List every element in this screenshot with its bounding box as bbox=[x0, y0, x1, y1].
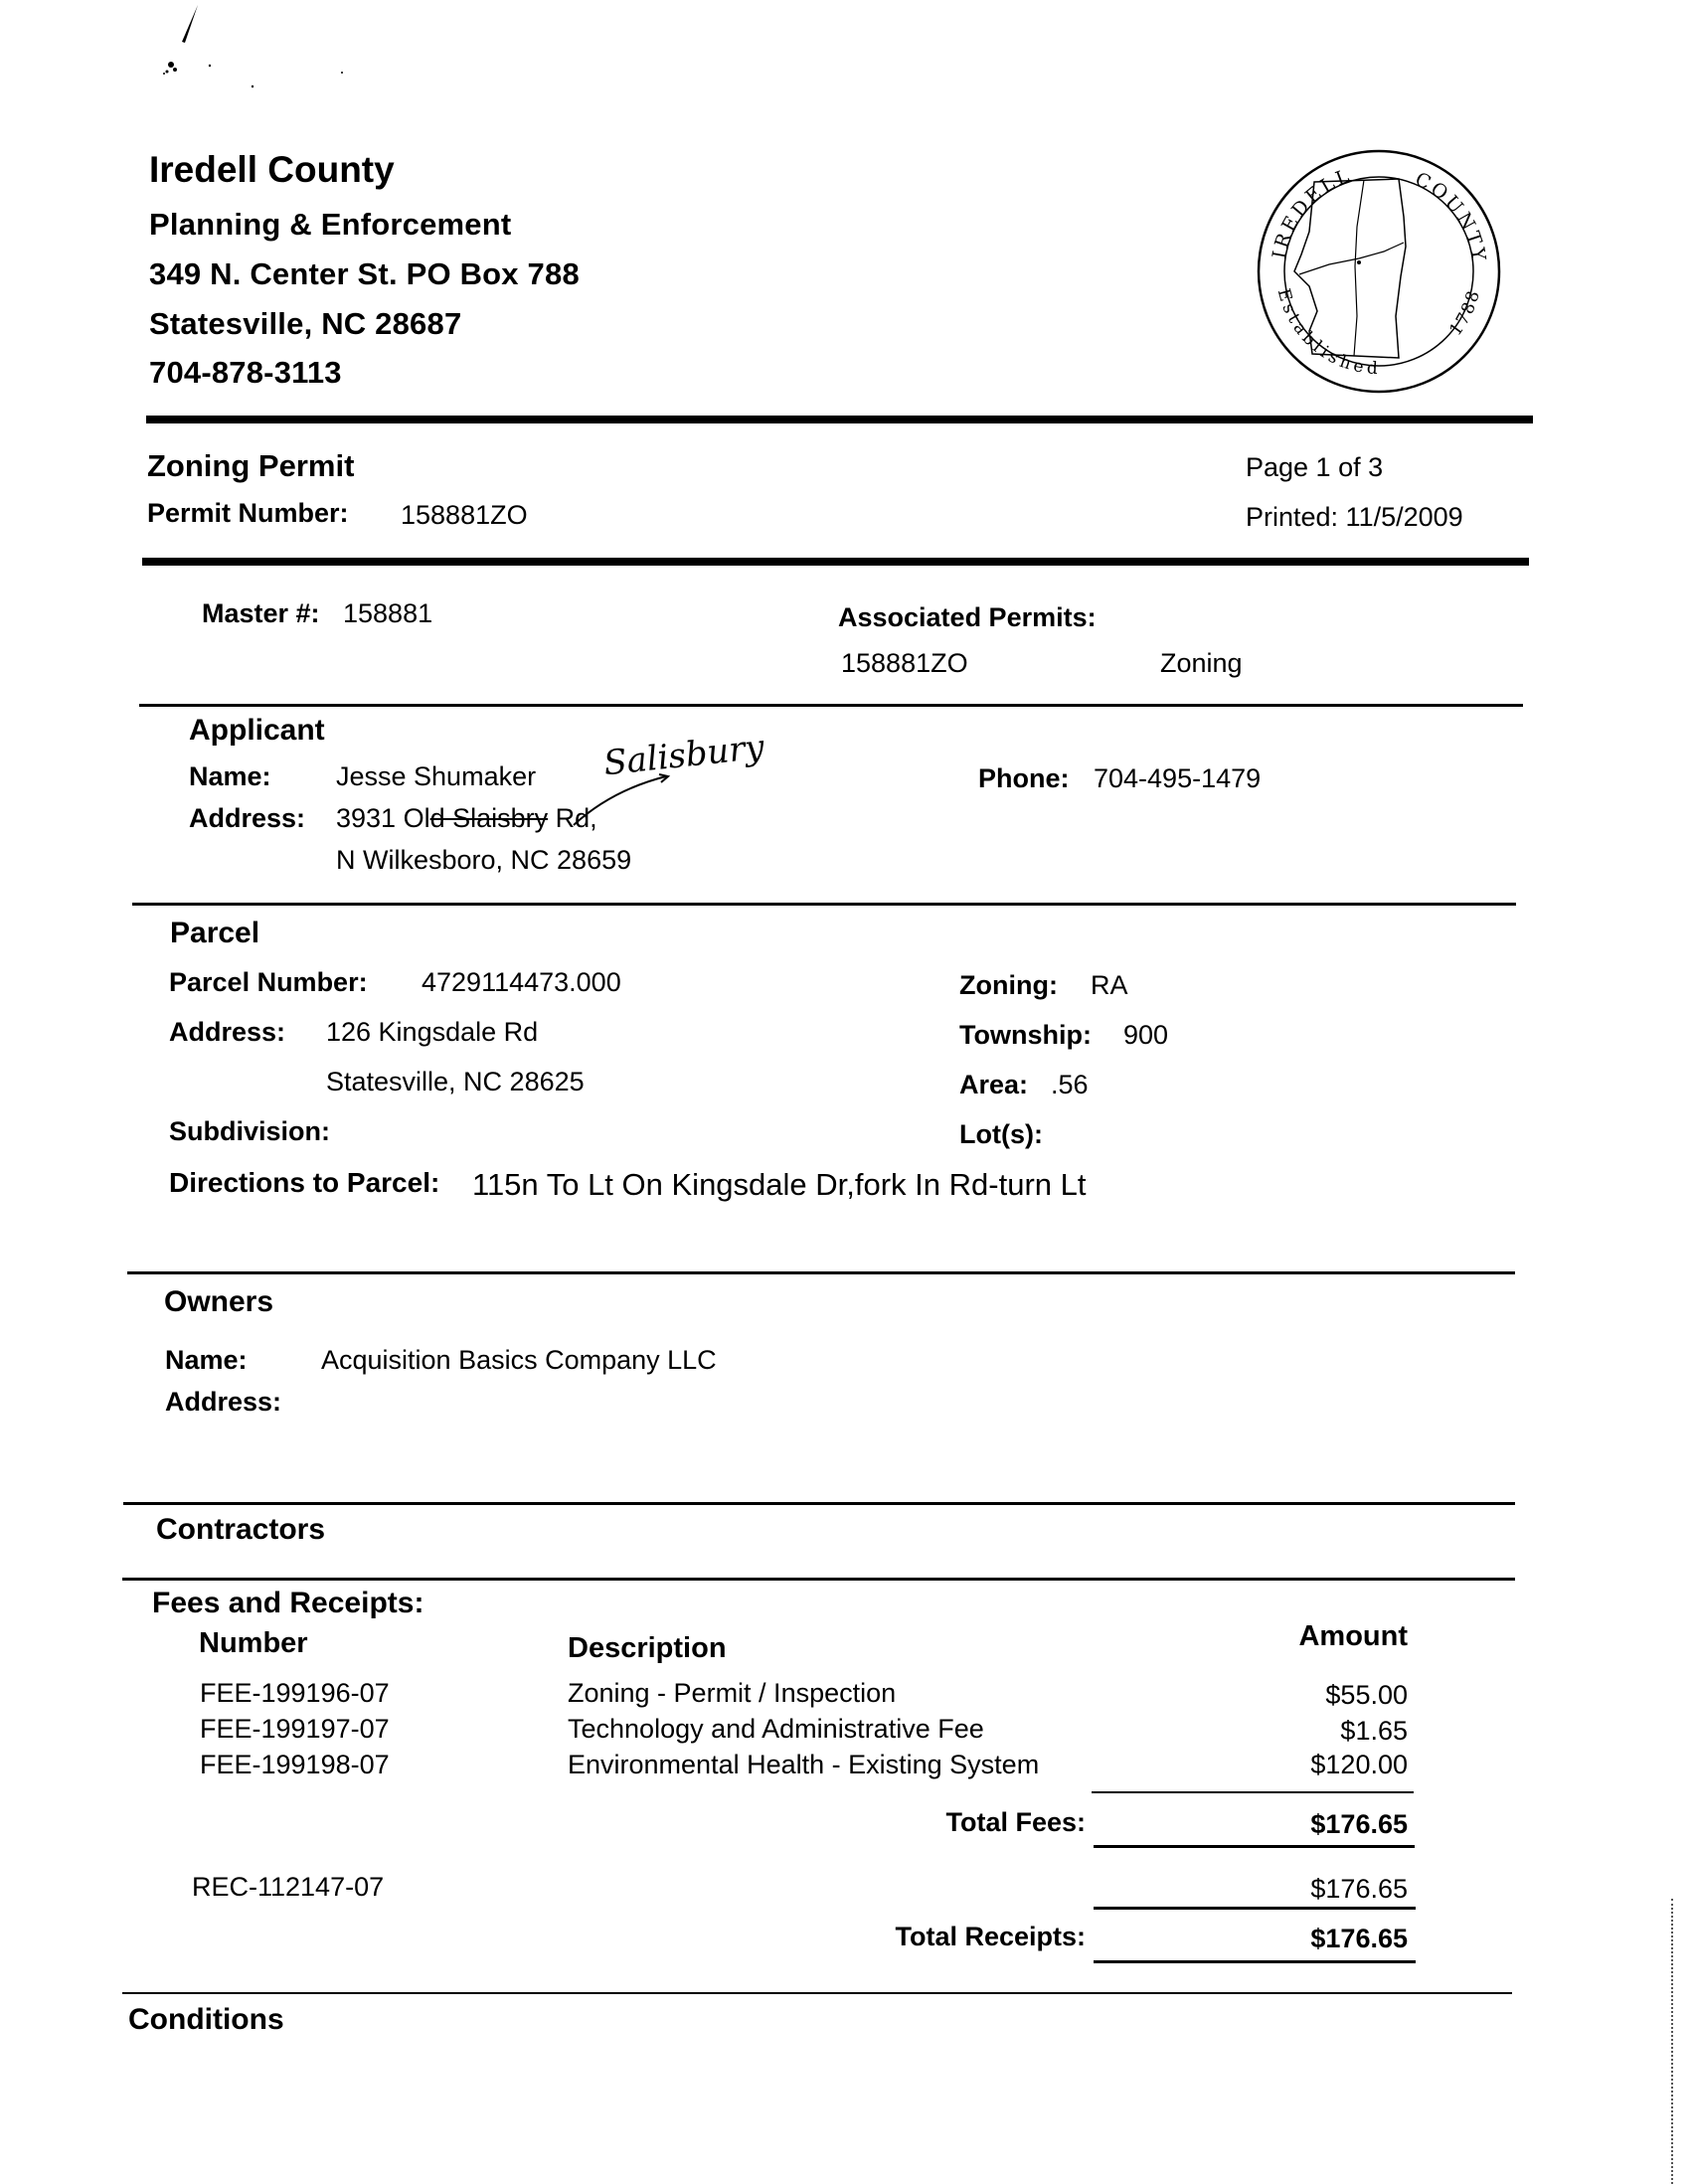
applicant-address-line1: 3931 Old Slaisbry Rd, bbox=[336, 803, 597, 833]
total-rule bbox=[1094, 1907, 1416, 1910]
parcel-address-line2: Statesville, NC 28625 bbox=[326, 1067, 585, 1096]
master-label: Master #: bbox=[202, 598, 320, 628]
owners-section-title: Owners bbox=[164, 1285, 274, 1318]
total-receipts-label: Total Receipts: bbox=[895, 1922, 1086, 1951]
fees-column-number: Number bbox=[199, 1627, 308, 1659]
permit-number: 158881ZO bbox=[401, 500, 528, 530]
total-fees-amount: $176.65 bbox=[1310, 1809, 1408, 1839]
section-divider bbox=[127, 1271, 1515, 1274]
section-divider bbox=[122, 1992, 1512, 1994]
associated-permit-number: 158881ZO bbox=[841, 648, 968, 678]
svg-text:Established: Established bbox=[1272, 286, 1383, 380]
township-value: 900 bbox=[1123, 1020, 1169, 1050]
permit-number-label: Permit Number: bbox=[147, 498, 349, 528]
fees-section-title: Fees and Receipts: bbox=[152, 1587, 424, 1619]
svg-text:COUNTY: COUNTY bbox=[1411, 168, 1490, 265]
owner-name-label: Name: bbox=[165, 1345, 248, 1375]
owner-name: Acquisition Basics Company LLC bbox=[321, 1345, 717, 1375]
county-name: Iredell County bbox=[149, 149, 395, 190]
header-divider bbox=[146, 416, 1533, 423]
area-label: Area: bbox=[959, 1070, 1029, 1099]
county-seal bbox=[1255, 147, 1503, 396]
area-value: .56 bbox=[1051, 1070, 1089, 1099]
section-divider bbox=[132, 903, 1516, 906]
total-rule bbox=[1094, 1845, 1415, 1848]
applicant-phone: 704-495-1479 bbox=[1094, 763, 1262, 793]
master-number: 158881 bbox=[343, 598, 433, 628]
permit-title: Zoning Permit bbox=[147, 448, 355, 483]
applicant-phone-label: Phone: bbox=[978, 763, 1070, 793]
section-divider bbox=[139, 704, 1523, 707]
associated-permits-label: Associated Permits: bbox=[838, 602, 1097, 632]
total-receipts-amount: $176.65 bbox=[1310, 1924, 1408, 1953]
contractors-section-title: Contractors bbox=[156, 1513, 326, 1546]
parcel-number-label: Parcel Number: bbox=[169, 967, 368, 997]
fee-number: FEE-199198-07 bbox=[200, 1750, 390, 1779]
parcel-address-label: Address: bbox=[169, 1017, 286, 1047]
scan-edge-artifact bbox=[1671, 1899, 1675, 2184]
fee-amount: $55.00 bbox=[1325, 1680, 1408, 1710]
permit-divider bbox=[142, 558, 1529, 566]
conditions-section-title: Conditions bbox=[128, 2003, 284, 2036]
applicant-name-label: Name: bbox=[189, 761, 271, 791]
fee-amount: $120.00 bbox=[1310, 1750, 1408, 1779]
fee-description: Zoning - Permit / Inspection bbox=[568, 1678, 897, 1708]
handwritten-correction: Salisbury bbox=[601, 727, 766, 784]
section-divider bbox=[123, 1502, 1515, 1505]
printed-date: Printed: 11/5/2009 bbox=[1246, 502, 1463, 532]
subdivision-label: Subdivision: bbox=[169, 1116, 330, 1146]
fee-number: FEE-199197-07 bbox=[200, 1714, 390, 1744]
svg-text:IREDELL: IREDELL bbox=[1268, 164, 1355, 260]
agency-phone: 704-878-3113 bbox=[149, 355, 342, 390]
fees-column-amount: Amount bbox=[1298, 1620, 1408, 1652]
lots-label: Lot(s): bbox=[959, 1119, 1043, 1149]
zoning-label: Zoning: bbox=[959, 970, 1058, 1000]
fee-description: Technology and Administrative Fee bbox=[568, 1714, 984, 1744]
fee-number: FEE-199196-07 bbox=[200, 1678, 390, 1708]
page-indicator: Page 1 of 3 bbox=[1246, 452, 1384, 482]
fees-column-description: Description bbox=[568, 1632, 727, 1664]
owner-address-label: Address: bbox=[165, 1387, 282, 1417]
receipt-number: REC-112147-07 bbox=[192, 1872, 385, 1902]
zoning-value: RA bbox=[1091, 970, 1128, 1000]
total-rule bbox=[1094, 1960, 1416, 1963]
fee-description: Environmental Health - Existing System bbox=[568, 1750, 1040, 1779]
pen-mark-icon bbox=[139, 0, 398, 99]
parcel-number: 4729114473.000 bbox=[422, 967, 621, 997]
agency-city: Statesville, NC 28687 bbox=[149, 306, 462, 341]
receipt-amount: $176.65 bbox=[1310, 1874, 1408, 1904]
total-rule bbox=[1092, 1791, 1414, 1793]
fee-amount: $1.65 bbox=[1340, 1716, 1408, 1746]
struck-text: d Slaisbry bbox=[429, 803, 549, 833]
applicant-name: Jesse Shumaker bbox=[336, 761, 537, 791]
applicant-section-title: Applicant bbox=[189, 714, 325, 747]
directions-value: 115n To Lt On Kingsdale Dr,fork In Rd-turn Lt bbox=[472, 1167, 1087, 1202]
associated-permit-type: Zoning bbox=[1160, 648, 1243, 678]
total-fees-label: Total Fees: bbox=[945, 1807, 1086, 1837]
applicant-address-line2: N Wilkesboro, NC 28659 bbox=[336, 845, 632, 875]
section-divider bbox=[122, 1578, 1515, 1581]
township-label: Township: bbox=[959, 1020, 1092, 1050]
agency-street: 349 N. Center St. PO Box 788 bbox=[149, 256, 580, 291]
county-seal-icon bbox=[1255, 147, 1503, 396]
applicant-address-label: Address: bbox=[189, 803, 306, 833]
parcel-address-line1: 126 Kingsdale Rd bbox=[326, 1017, 539, 1047]
parcel-section-title: Parcel bbox=[170, 917, 260, 949]
directions-label: Directions to Parcel: bbox=[169, 1167, 440, 1198]
department-name: Planning & Enforcement bbox=[149, 207, 512, 242]
svg-text:1788: 1788 bbox=[1445, 286, 1485, 340]
